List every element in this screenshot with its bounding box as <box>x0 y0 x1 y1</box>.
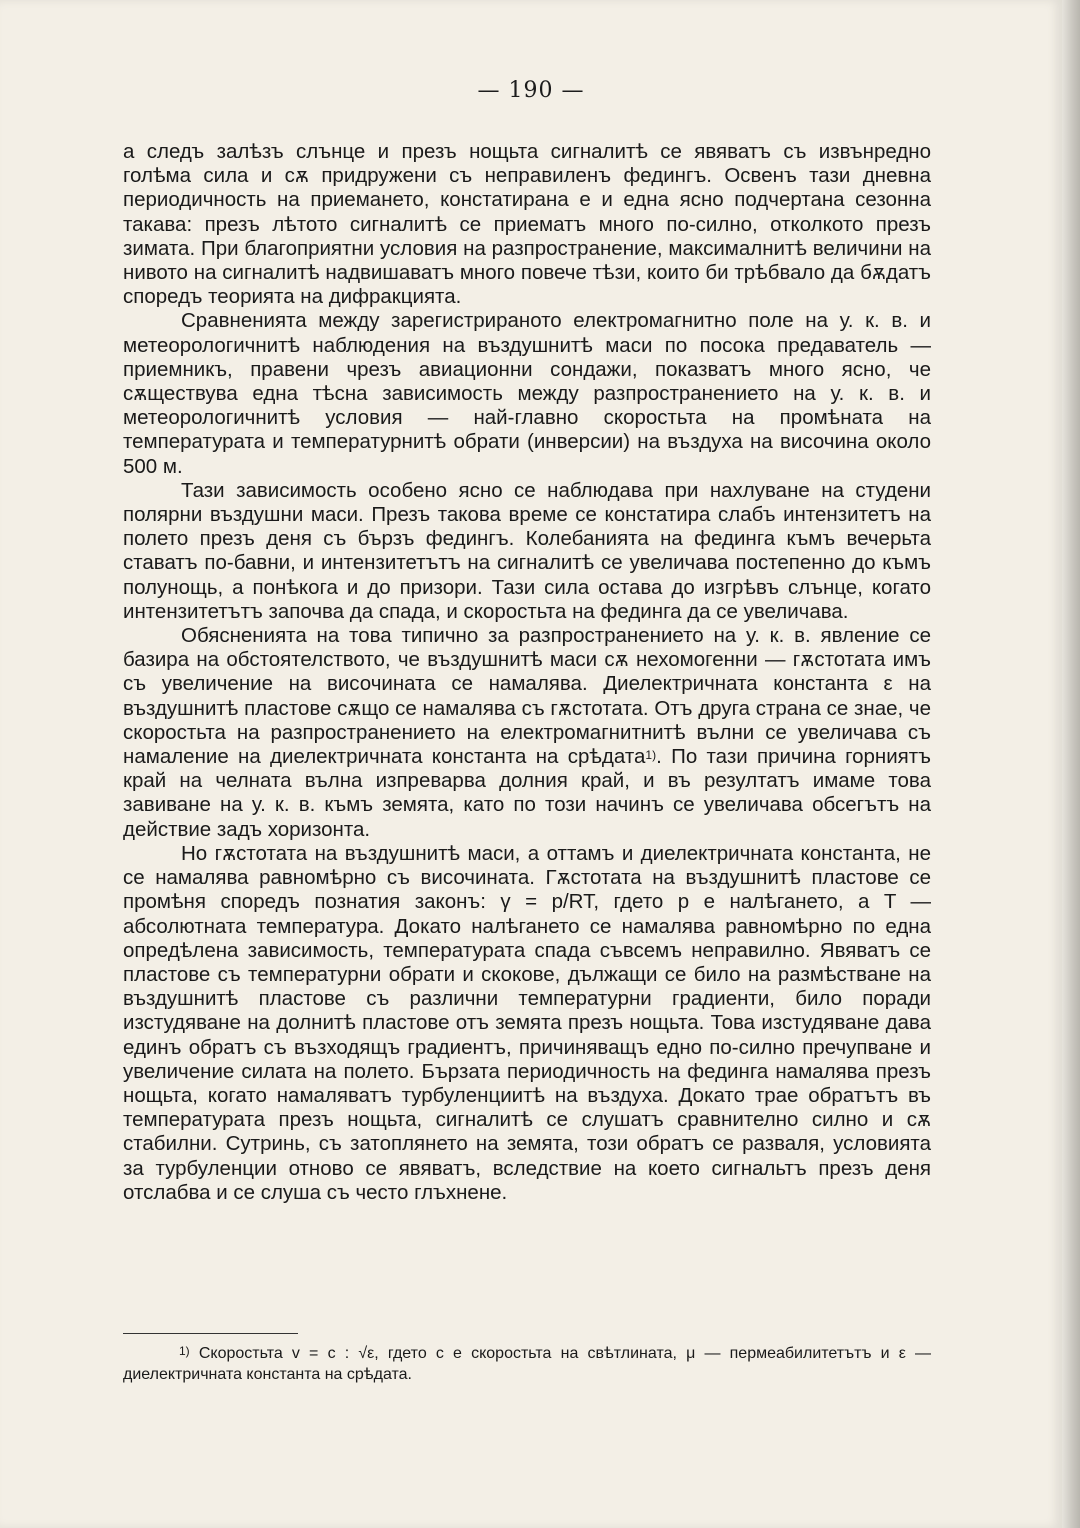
footnote-reference: 1) <box>645 748 657 763</box>
paragraph: Тази зависимость особено ясно се наблюдава при нахлуване на студени полярни въздушни маси. Презъ такова време се констатира слабъ интензитетъ на полето презъ деня съ бързъ федингъ. Колебанията на фединга къмъ вечерьта ставатъ по-бавни, и интензитетътъ на сигналитѣ се увеличава постепенно до къмъ полунощь, а понѣкога и до призори. Тази сила остава до изгрѣвъ слънце, когато интензитетътъ започва да спада, и скоростьта на фединга да се увеличава. <box>123 478 931 623</box>
footnote-marker: 1) <box>179 1344 190 1358</box>
paragraph-text: . По тази причина горниятъ край на челната вълна изпреварва долния край, и въ резултатъ имаме това завиване на у. к. в. къмъ земята, като по този начинъ се увеличава обсегътъ на действие задъ хоризонта. <box>123 745 931 841</box>
page-number: — 190 — <box>477 78 585 103</box>
body-text <box>123 140 931 1205</box>
paragraph: Но гѫстотата на въздушнитѣ маси, а оттамъ и диелектричната константа, не се намалява равномѣрно съ височината. Гѫстотата на въздушнитѣ пластове се промѣня споредъ познатия законъ: γ = p/RT, гдето p е налѣгането, а T — абсолютната температура. Докато налѣгането се намалява равномѣрно по една опредѣлена зависимость, температурата спада съвсемъ неправилно. Явяватъ се пластове съ температурни обрати и скокове, дължащи се било на размѣстване на въздушнитѣ пластове съ различни температурни градиенти, било поради изстудяване на долнитѣ пластове отъ земята презъ нощьта. Това изстудяване дава единъ обратъ съ възходящъ градиентъ, причиняващъ едно по-силно пречупване и увеличение силата на полето. Бързата периодичность на фединга намалява презъ нощьта, когато намаляватъ турбуленциитѣ на въздуха. Докато трае обратътъ въ температурата презъ нощьта, сигналитѣ се слушатъ сравнително силно и сѫ стабилни. Сутринь, съ затоплянето на земята, този обратъ се разваля, условията за турбуленции отново се явяватъ, вследствие на което сигнальтъ презъ деня отслабва и се слуша съ често глъхнене. <box>123 841 931 1204</box>
paragraph <box>123 624 931 842</box>
page-edge <box>1062 0 1080 1528</box>
paragraph-text: Обясненията на това типично за разпространението на у. к. в. явление се базира на обстоятелството, че въздушнитѣ маси сѫ нехомогенни — гѫстотата имъ съ увеличение на височината се намалява. Диелектричната константа ε на въздушнитѣ пластове сѫщо се намалява съ гѫстотата. Отъ друга страна се знае, че скоростьта на разпространението на електромагнитнитѣ вълни се увеличава съ намаление на диелектричната константа на срѣдата <box>123 624 931 769</box>
paragraph: Сравненията между зарегистрираното електромагнитно поле на у. к. в. и метеорологичнитѣ наблюдения на въздушнитѣ маси по посока предаватель — приемникъ, правени чрезъ авиационни сондажи, показватъ много ясно, че сѫществува една тѣсна зависимость между разпространението на у. к. в. и метеорологичнитѣ условия — най-главно скоростьта на промѣната на температурата и температурнитѣ обрати (инверсии) на въздуха на височина около 500 м. <box>123 309 931 478</box>
footnote-text: Скоростьта v = c : √ε, гдето c е скоростьта на свѣтлината, μ — пермеабилитетътъ и ε — диелектричната константа на срѣдата. <box>123 1345 932 1383</box>
footnote-divider <box>123 1333 298 1334</box>
paragraph: а следъ залѣзъ слънце и презъ нощьта сигналитѣ се явяватъ съ извънредно голѣма сила и сѫ придружени съ неправиленъ федингъ. Освенъ тази дневна периодичность на приемането, констатирана е и една ясно подчертана сезонна такава: презъ лѣтото сигналитѣ се приематъ много по-силно, отколкото презъ зимата. При благоприятни условия на разпространение, максималнитѣ величини на нивото на сигналитѣ надвишаватъ много повече тѣзи, които би трѣбвало да бѫдатъ споредъ теорията на дифракцията. <box>123 140 931 309</box>
footnote <box>123 1343 931 1385</box>
